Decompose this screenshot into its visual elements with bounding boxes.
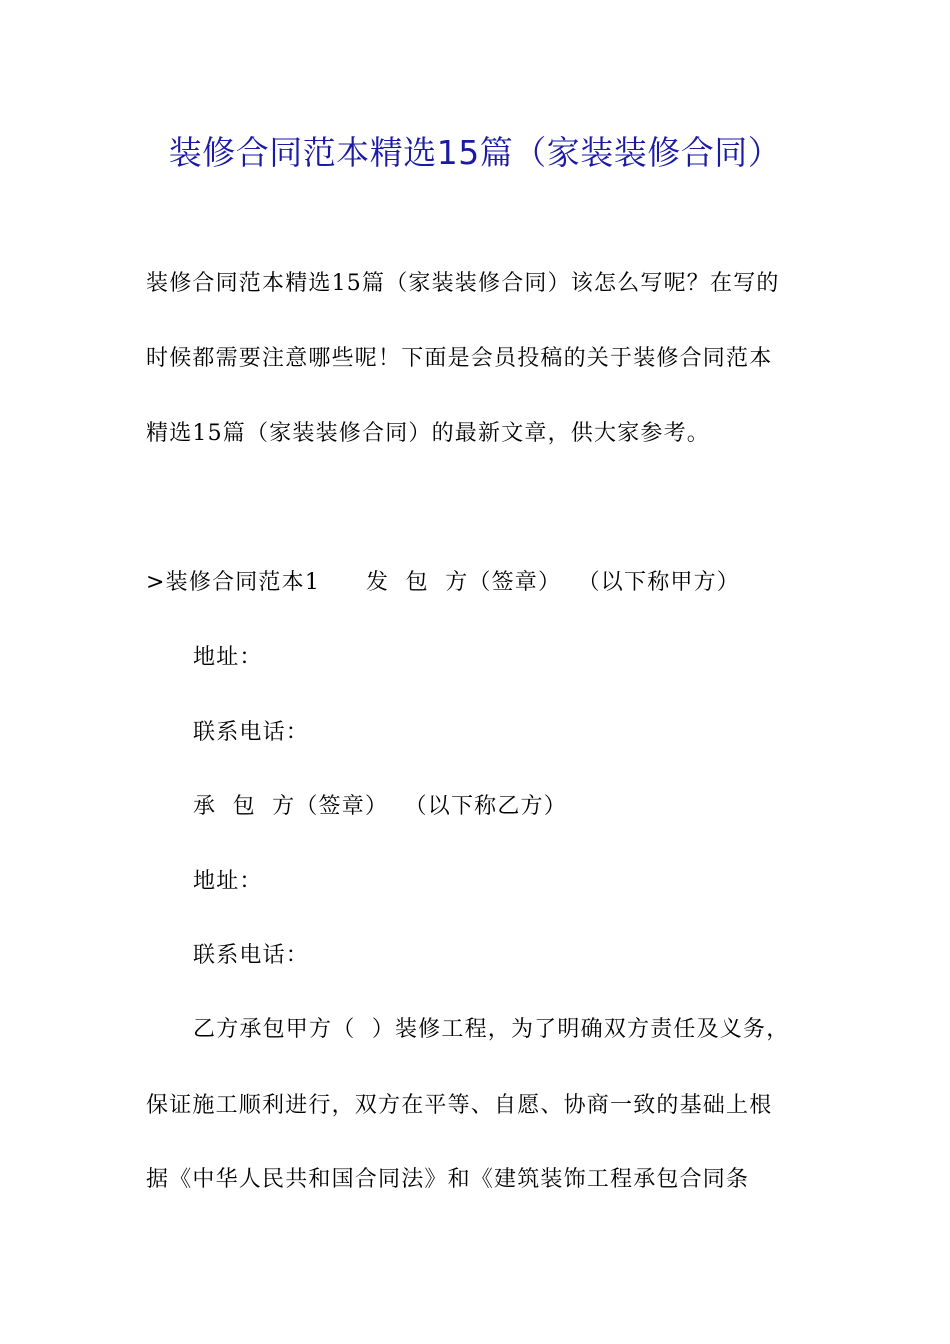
body-line-3: 据《中华人民共和国合同法》和《建筑装饰工程承包合同条 <box>146 1167 750 1192</box>
phone-b-field: 联系电话： <box>193 943 310 968</box>
party-a-label: 发 包 方（签章） （以下称甲方） <box>366 570 740 595</box>
address-b-field: 地址： <box>193 869 263 894</box>
page-title: 装修合同范本精选15篇（家装装修合同） <box>168 133 782 172</box>
intro-line-2: 时候都需要注意哪些呢！下面是会员投稿的关于装修合同范本 <box>146 346 773 371</box>
section-heading-row <box>146 567 740 599</box>
address-a-field: 地址： <box>193 645 263 670</box>
party-b-label: 承 包 方（签章） （以下称乙方） <box>193 794 567 819</box>
intro-line-1: 装修合同范本精选15篇（家装装修合同）该怎么写呢？在写的 <box>146 271 780 296</box>
body-line-1: 乙方承包甲方（ ）装修工程，为了明确双方责任及义务， <box>193 1017 790 1042</box>
phone-a-field: 联系电话： <box>193 720 310 745</box>
section-heading: >装修合同范本1 <box>146 570 321 595</box>
body-line-2: 保证施工顺利进行，双方在平等、自愿、协商一致的基础上根 <box>146 1093 773 1118</box>
intro-line-3: 精选15篇（家装装修合同）的最新文章，供大家参考。 <box>146 421 710 446</box>
